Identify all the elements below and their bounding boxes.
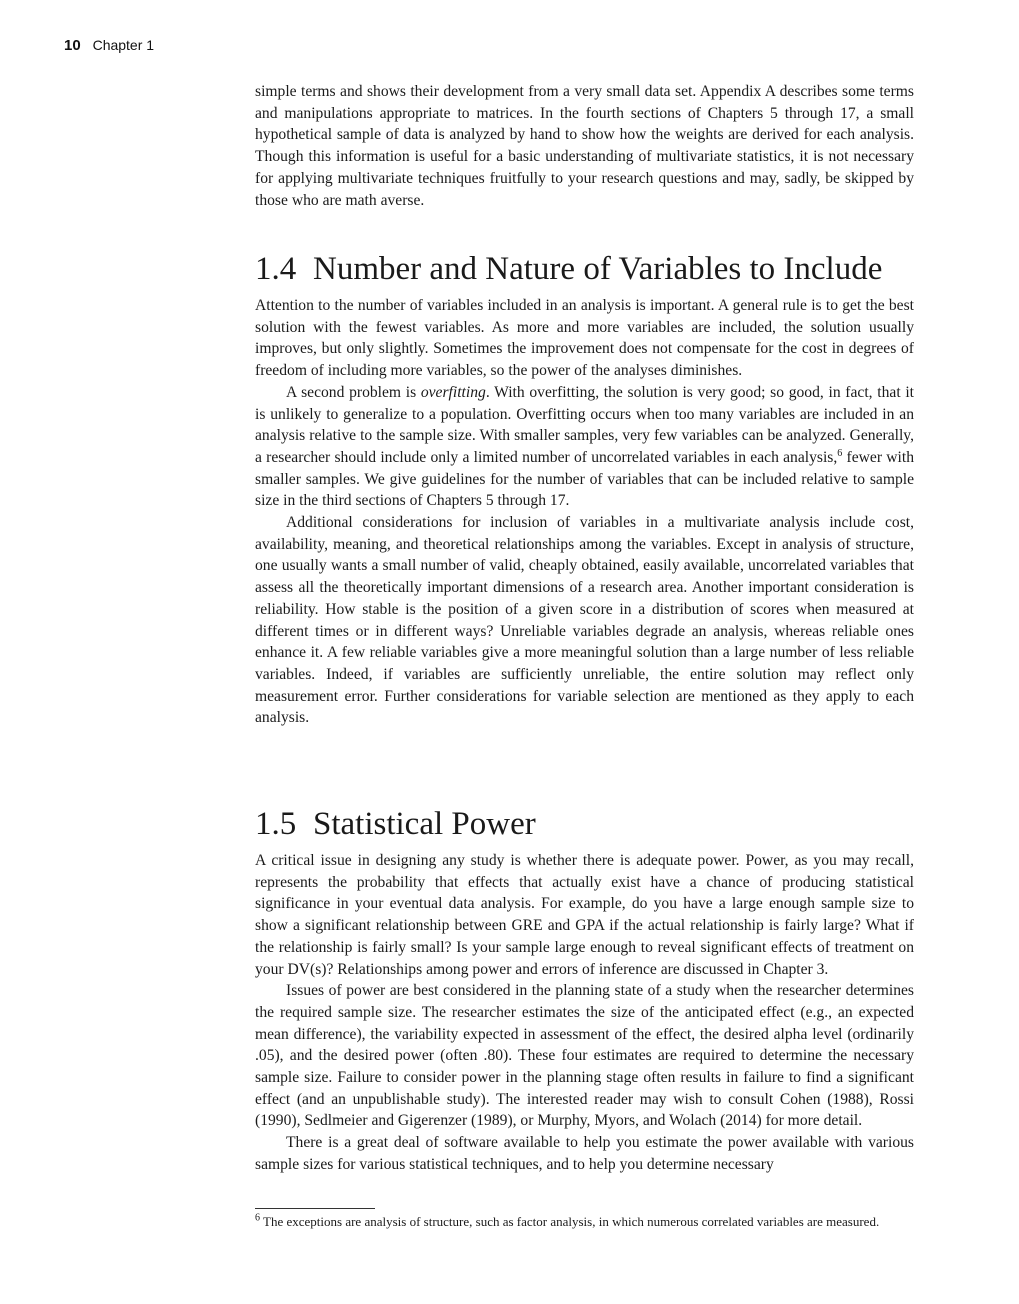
section-number: 1.5 <box>255 806 297 842</box>
intro-paragraph: simple terms and shows their development from a very small data set. Appendix A describes some terms and manipulations appropriate to matrices. In the fourth sections of Chapters 5 through 17, a small hypothetical sample of data is analyzed by hand to show how the weights are derived for each analysis. Though this information is useful for a basic understanding of multivariate statistics, it is not necessary for applying multivariate techniques fruitfully to your research questions and may, sadly, be skipped by those who are math averse. <box>255 83 914 209</box>
section-heading <box>255 250 914 289</box>
text-run: . With overfitting, the solution is very good; so good, in fact, that it is unlikely to generalize to a population. Overfitting occurs when too many variables are included in an analysis relative to the sample size. With smaller samples, very few variables can be analyzed. Generally, a researcher should include only a limited number of uncorrelated variables in each analysis, <box>255 383 915 466</box>
section-1-4 <box>255 250 914 729</box>
paragraph: Additional considerations for inclusion of variables in a multivariate analysis include cost, availability, meaning, and theoretical relationships among the variables. Except in analysis of structure, one usually wants a small number of valid, cheaply obtained, easily available, uncorrelated variables that assess all the theoretically important dimensions of a research area. Another important consideration is reliability. How stable is the position of a given score in a distribution of scores when measured at different times or in different ways? Unreliable variables degrade an analysis, whereas reliable ones enhance it. A few reliable variables give a more meaningful solution than a large number of less reliable variables. Indeed, if variables are sufficiently unreliable, the entire solution may reflect only measurement error. Further considerations for variable selection are mentioned as they apply to each analysis. <box>255 514 914 727</box>
intro-block <box>255 81 914 211</box>
paragraph <box>255 382 914 512</box>
paragraph: A critical issue in designing any study is whether there is adequate power. Power, as you may recall, represents the probability that effects that actually exist have a chance of producing statistical significance in your eventual data analysis. For example, do you have a large enough sample size to show a significant relationship between GRE and GPA if the actual relationship is fairly large? What if the relationship is fairly small? Is your sample large enough to reveal significant effects of treatment on your DV(s)? Relationships among power and errors of inference are discussed in Chapter 3. <box>255 852 914 978</box>
section-number: 1.4 <box>255 251 297 287</box>
paragraph: Attention to the number of variables included in an analysis is important. A general rule is to get the best solution with the fewest variables. As more and more variables are included, the solution usually improves, but only slightly. Sometimes the improvement does not compensate for the cost in degrees of freedom of including more variables, so the power of the analyses diminishes. <box>255 297 914 380</box>
section-title: Statistical Power <box>313 806 536 842</box>
section-heading <box>255 805 914 844</box>
footnote-divider <box>255 1208 375 1209</box>
paragraph: Issues of power are best considered in the planning state of a study when the researcher determines the required sample size. The researcher estimates the size of the anticipated effect (e.g., an expected mean difference), the variability expected in assessment of the effect, the desired alpha level (ordinarily .05), and the desired power (often .80). These four estimates are required to determine the necessary sample size. Failure to consider power in the planning stage often results in failure to find a significant effect (and an unpublishable study). The interested reader may wish to consult Cohen (1988), Rossi (1990), Sedlmeier and Gigerenzer (1989), or Murphy, Myors, and Wolach (2014) for more detail. <box>255 982 914 1130</box>
section-1-5 <box>255 805 914 1176</box>
footnote-text: The exceptions are analysis of structure, such as factor analysis, in which numerous correlated variables are measured. <box>263 1214 880 1229</box>
footnote <box>255 1208 914 1230</box>
text-run: fewer with smaller samples. We give guidelines for the number of variables that can be included relative to sample size in the third sections of Chapters 5 through 17. <box>255 448 914 510</box>
paragraph: There is a great deal of software available to help you estimate the power available with various sample sizes for various statistical techniques, and to help you determine necessary <box>255 1134 914 1173</box>
chapter-label: Chapter 1 <box>92 37 155 53</box>
running-head <box>64 37 154 54</box>
text-run: A second problem is <box>286 383 421 401</box>
page-number: 10 <box>64 37 81 54</box>
section-title: Number and Nature of Variables to Include <box>313 251 883 287</box>
footnote-body <box>255 1213 914 1230</box>
footnote-mark: 6 <box>255 1212 260 1224</box>
emphasis-term: overfitting <box>420 383 486 401</box>
footnote-reference[interactable]: 6 <box>837 447 843 459</box>
